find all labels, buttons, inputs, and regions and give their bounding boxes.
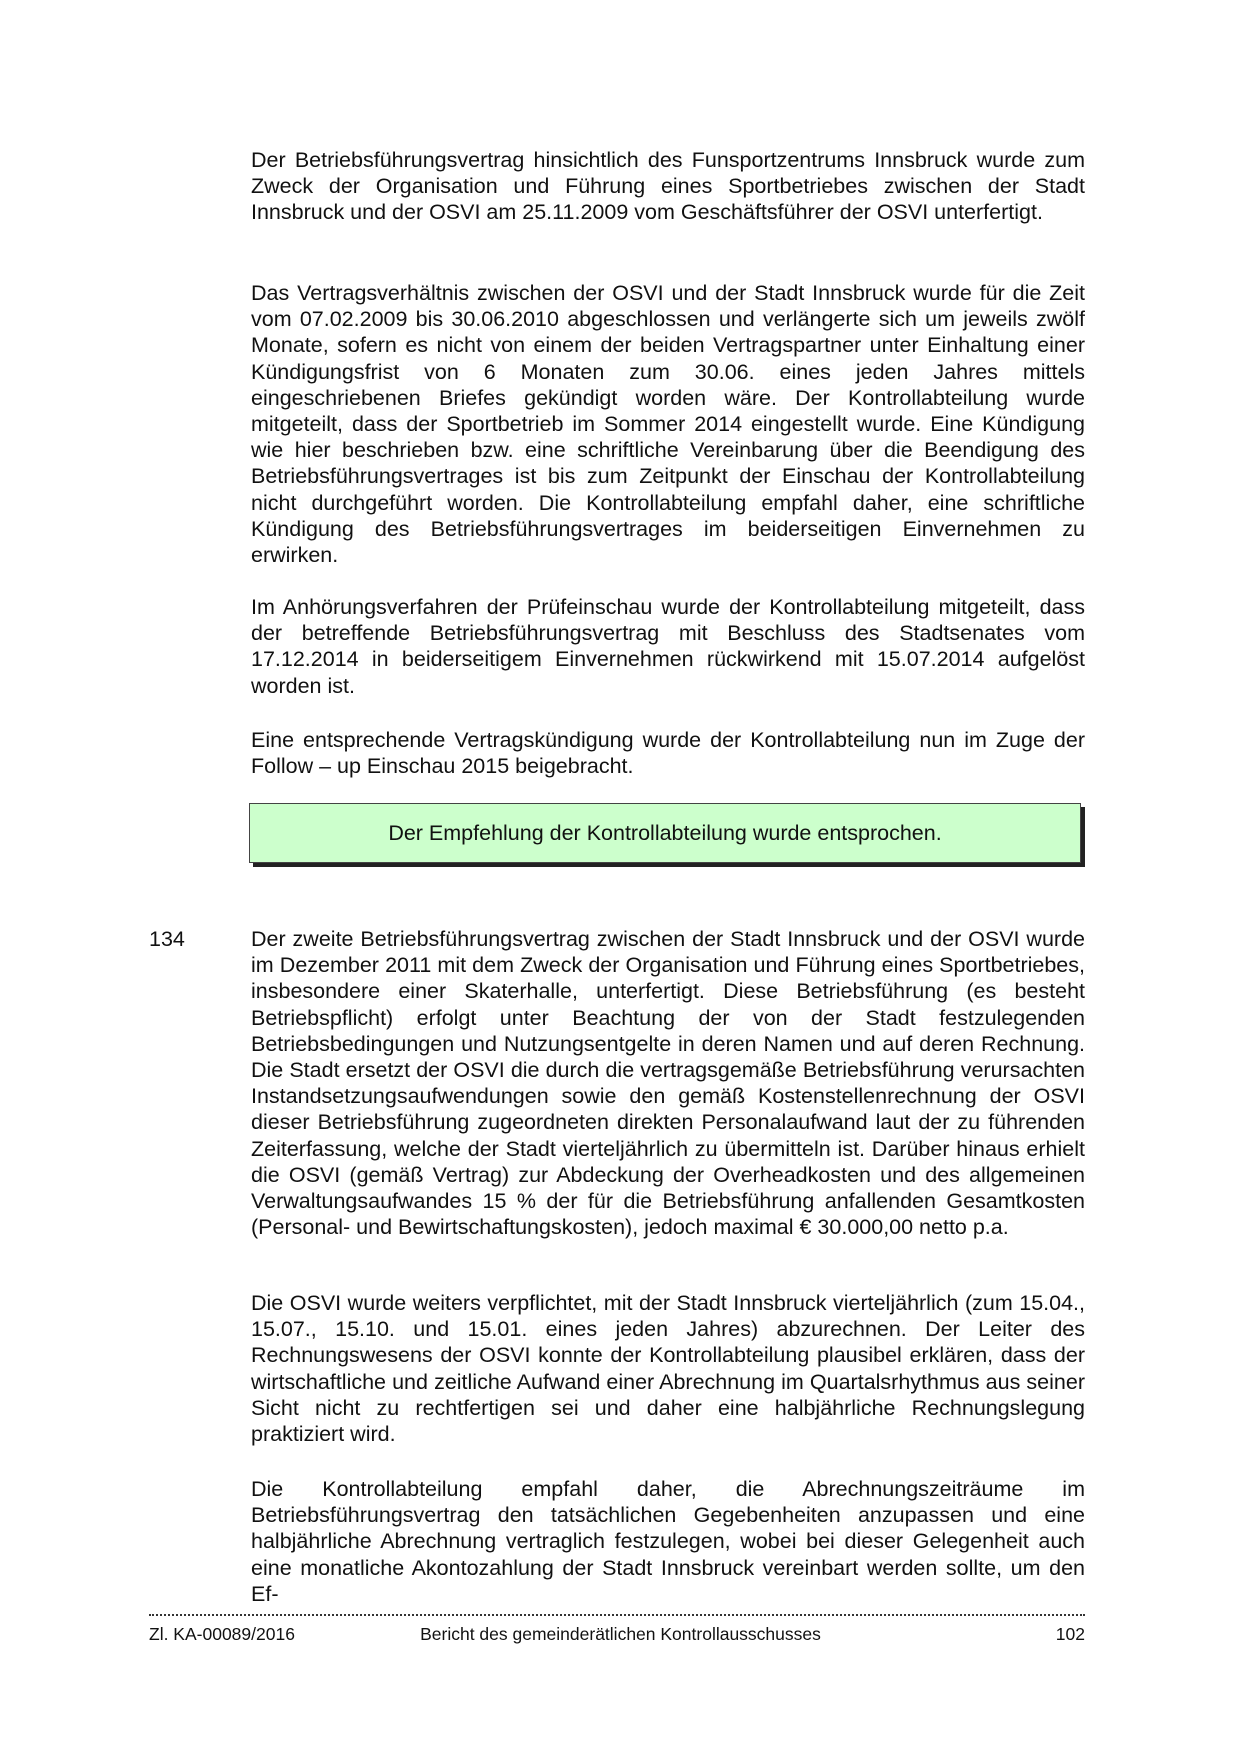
paragraph-hearing-procedure: Im Anhörungsverfahren der Prüfeinschau wurde der Kontrollabteilung mitgeteilt, dass der betreffende Betriebsführungsvertrag mit Beschluss des Stadtsenates vom 17.12.2014 in beiderseitigem Einvernehmen rückwirkend mit 15.07.2014 aufgelöst worden ist. bbox=[251, 595, 1085, 698]
paragraph-termination-submitted: Eine entsprechende Vertragskündigung wurde der Kontrollabteilung nun im Zuge der Follow – up Einschau 2015 beigebracht. bbox=[251, 728, 1085, 779]
footer-dotted-rule bbox=[149, 1614, 1085, 1616]
section-number: 134 bbox=[149, 927, 185, 951]
recommendation-fulfilled-text: Der Empfehlung der Kontrollabteilung wurde entsprochen. bbox=[388, 821, 942, 845]
footer-page-number: 102 bbox=[1055, 1624, 1085, 1644]
paragraph-quarterly-billing: Die OSVI wurde weiters verpflichtet, mit der Stadt Innsbruck vierteljährlich (zum 15.04., 15.07., 15.10. und 15.01. eines jeden Jahres) abzurechnen. Der Leiter des Rechnungswesens der OSVI konnte der Kontrollabteilung plausibel erklären, dass der wirtschaftliche und zeitliche Aufwand einer Abrechnung im Quartalsrhythmus aus seiner Sicht nicht zu rechtfertigen sei und daher eine halbjährliche Rechnungslegung praktiziert wird. bbox=[251, 1291, 1085, 1447]
paragraph-second-contract: Der zweite Betriebsführungsvertrag zwischen der Stadt Innsbruck und der OSVI wurde im Dezember 2011 mit dem Zweck der Organisation und Führung eines Sportbetriebes, insbesondere einer Skaterhalle, unterfertigt. Diese Betriebsführung (es besteht Betriebspflicht) erfolgt unter Beachtung der von der Stadt festzulegenden Betriebsbedingungen und Nutzungsentgelte in deren Namen und auf deren Rechnung. Die Stadt ersetzt der OSVI die durch die vertragsgemäße Betriebsführung verursachten Instandsetzungsaufwendungen sowie den gemäß Kostenstellenrechnung der OSVI dieser Betriebsführung zugeordneten direkten Personalaufwand laut der zu führenden Zeiterfassung, welche der Stadt vierteljährlich zu übermitteln ist. Darüber hinaus erhielt die OSVI (gemäß Vertrag) zur Abdeckung der Overheadkosten und des allgemeinen Verwaltungsaufwandes 15 % der für die Betriebsführung anfallenden Gesamtkosten (Personal- und Bewirtschaftungskosten), jedoch maximal € 30.000,00 netto p.a. bbox=[251, 927, 1085, 1240]
paragraph-contract-term: Das Vertragsverhältnis zwischen der OSVI und der Stadt Innsbruck wurde für die Zeit vom 07.02.2009 bis 30.06.2010 abgeschlossen und verlängerte sich um jeweils zwölf Monate, sofern es nicht von einem der beiden Vertragspartner unter Einhaltung einer Kündigungsfrist von 6 Monaten zum 30.06. eines jeden Jahres mittels eingeschriebenen Briefes gekündigt worden wäre. Der Kontrollabteilung wurde mitgeteilt, dass der Sportbetrieb im Sommer 2014 eingestellt wurde. Eine Kündigung wie hier beschrieben bzw. eine schriftliche Vereinbarung über die Beendigung des Betriebsführungsvertrages ist bis zum Zeitpunkt der Einschau der Kontrollabteilung nicht durchgeführt worden. Die Kontrollabteilung empfahl daher, eine schriftliche Kündigung des Betriebsführungsvertrages im beiderseitigen Einvernehmen zu erwirken. bbox=[251, 281, 1085, 568]
paragraph-funsportzentrum-contract: Der Betriebsführungsvertrag hinsichtlich des Funsportzentrums Innsbruck wurde zum Zweck der Organisation und Führung eines Sportbetriebes zwischen der Stadt Innsbruck und der OSVI am 25.11.2009 vom Geschäftsführer der OSVI unterfertigt. bbox=[251, 148, 1085, 225]
footer-report-title: Bericht des gemeinderätlichen Kontrollausschusses bbox=[420, 1624, 821, 1644]
recommendation-fulfilled-box bbox=[249, 803, 1081, 863]
footer-reference: Zl. KA-00089/2016 bbox=[149, 1624, 295, 1644]
paragraph-billing-recommendation: Die Kontrollabteilung empfahl daher, die Abrechnungszeiträume im Betriebsführungsvertrag den tatsächlichen Gegebenheiten anzupassen und eine halbjährliche Abrechnung vertraglich festzulegen, wobei bei dieser Gelegenheit auch eine monatliche Akontozahlung der Stadt Innsbruck vereinbart werden sollte, um den Ef- bbox=[251, 1477, 1085, 1606]
